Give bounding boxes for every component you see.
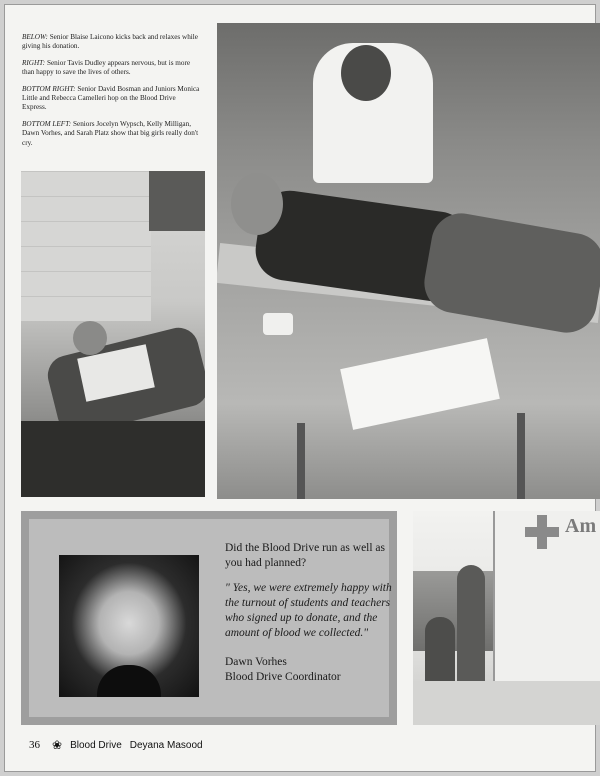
wall-poster	[149, 171, 205, 231]
donor-face	[231, 173, 283, 235]
cot-leg	[297, 423, 305, 499]
page-number: 36	[29, 739, 40, 751]
donor-jeans	[420, 209, 600, 338]
portrait-shoulders	[97, 665, 161, 697]
interview-question: Did the Blood Drive run as well as you had planned?	[225, 542, 386, 569]
truck-sign: Am	[565, 515, 597, 537]
interview-text	[225, 541, 395, 685]
tile-wall	[21, 171, 151, 321]
blood-bag	[263, 313, 293, 335]
interviewee-role: Blood Drive Coordinator	[225, 671, 341, 683]
caption-right: RIGHT: Senior Tavis Dudley appears nervous, but is more than happy to save the lives of others.	[22, 58, 191, 77]
caption-below: BELOW: Senior Blaise Laicono kicks back and relaxes while giving his donation.	[22, 33, 198, 51]
interviewee-name: Dawn Vorhes	[225, 656, 287, 668]
footer-author: Deyana Masood	[129, 739, 203, 751]
donor-head	[73, 321, 107, 355]
donor-photo-main	[217, 23, 600, 499]
interview-panel-inner	[29, 519, 392, 717]
parking-lot	[413, 681, 600, 725]
nurse-head	[341, 45, 391, 101]
interview-answer: " Yes, we were extremely happy with the turnout of students and teachers who signed up to donate, and the amount of blood we collected."	[225, 582, 392, 639]
red-cross-icon	[525, 515, 559, 549]
paper-form	[340, 338, 500, 430]
blood-drive-express-photo	[413, 511, 600, 725]
coordinator-portrait	[59, 555, 199, 697]
yearbook-page	[4, 4, 596, 772]
cot-base	[21, 421, 205, 497]
cot-leg	[517, 413, 525, 499]
page-footer	[29, 735, 203, 755]
caption-bottom-right: BOTTOM RIGHT: Senior David Bosman and Juniors Monica Little and Rebecca Camelleri hop on the Blood Drive Express.	[22, 84, 200, 112]
footer-section: Blood Drive	[70, 739, 122, 751]
interview-panel	[21, 511, 397, 725]
drop-splash-icon: ❀	[52, 738, 63, 752]
photo-captions	[22, 33, 202, 155]
caption-bottom-left: BOTTOM LEFT: Seniors Jocelyn Wypsch, Kelly Milligan, Dawn Vorhes, and Sarah Platz show that big girls really don't cry.	[22, 119, 199, 147]
donor-photo-left	[21, 171, 205, 497]
